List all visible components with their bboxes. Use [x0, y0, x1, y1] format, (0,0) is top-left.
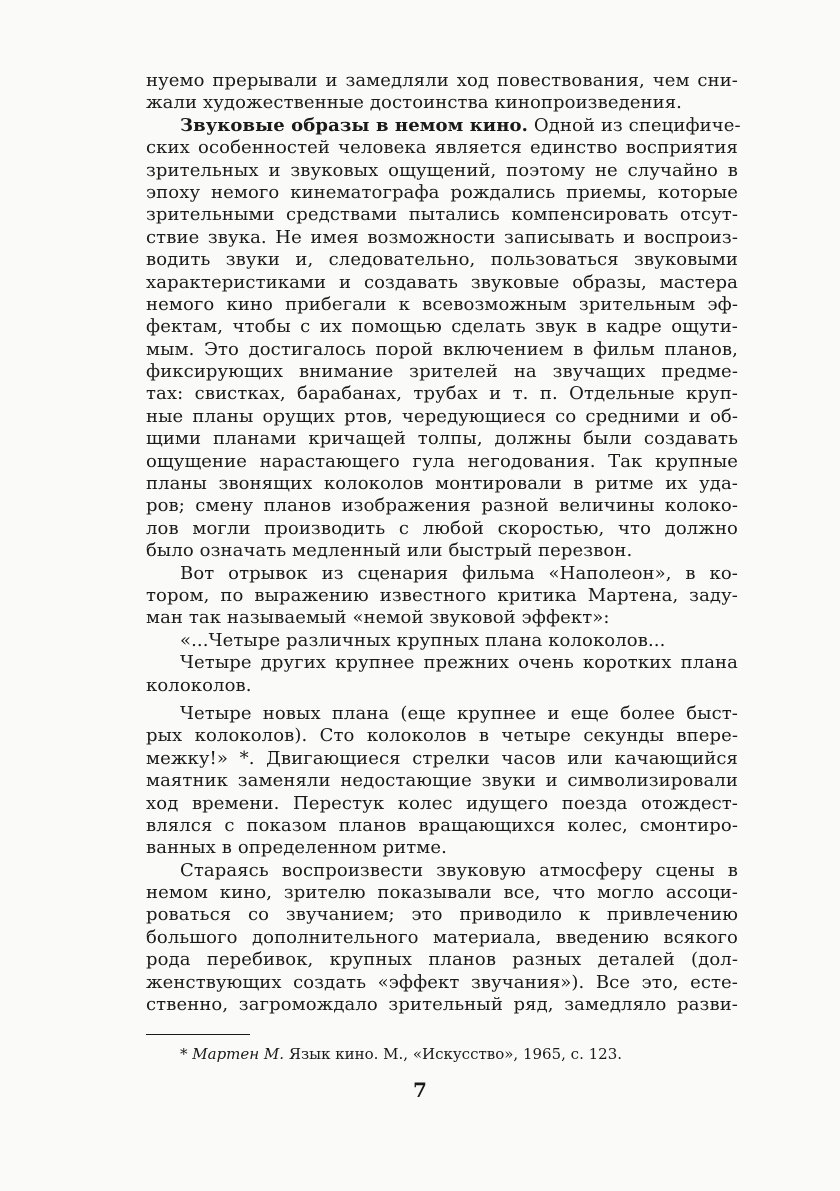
- quote-line: колоколов.: [146, 674, 252, 696]
- quote-line: «...Четыре различных крупных плана колоколов...: [180, 629, 666, 651]
- text-line: тором, по выражению известного критика Мартена, заду-: [146, 584, 738, 606]
- footnote-author: Мартен М.: [192, 1045, 285, 1063]
- text-line: ских особенностей человека является единство восприятия: [146, 137, 738, 159]
- text-line: было означать медленный или быстрый перезвон.: [146, 540, 633, 562]
- text-line: зрительными средствами пытались компенсировать отсут-: [146, 204, 738, 226]
- page-number: 7: [413, 1078, 427, 1102]
- text-line: тах: свистках, барабанах, трубах и т. п. Отдельные круп-: [146, 383, 738, 405]
- text-line: Стараясь воспроизвести звуковую атмосферу сцены в: [180, 859, 738, 881]
- text-line: влялся с показом планов вращающихся колес, смонтиро-: [146, 814, 738, 836]
- text-line: планы звонящих колоколов монтировали в ритме их уда-: [146, 473, 738, 495]
- text-line: зрительных и звуковых ощущений, поэтому не случайно в: [146, 159, 738, 181]
- quote-line: Четыре других крупнее прежних очень коротких плана: [180, 652, 738, 674]
- section-heading-line: [146, 114, 741, 137]
- quote-line: рых колоколов). Сто колоколов в четыре секунды впере-: [146, 725, 738, 747]
- text-line: женствующих создать «эффект звучания»). Все это, есте-: [146, 971, 738, 993]
- text-line: рода перебивок, крупных планов разных деталей (дол-: [146, 949, 738, 971]
- text-line: мым. Это достигалось порой включением в фильм планов,: [146, 338, 738, 360]
- text-line: фектам, чтобы с их помощью сделать звук в кадре ощути-: [146, 316, 738, 338]
- text-line: немого кино прибегали к всевозможным зрительным эф-: [146, 293, 738, 315]
- text-line: межку!» *. Двигающиеся стрелки часов или качающийся: [146, 747, 738, 769]
- text-line: ощущение нарастающего гула негодования. Так крупные: [146, 450, 738, 472]
- footnote-citation: Язык кино. М., «Искусство», 1965, с. 123.: [288, 1045, 623, 1063]
- text-line: маятник заменяли недостающие звуки и символизировали: [146, 770, 738, 792]
- text-line: нуемо прерывали и замедляли ход повествования, чем сни-: [146, 70, 738, 91]
- text-fragment: Одной из специфиче-: [533, 114, 741, 136]
- text-line: ствие звука. Не имея возможности записывать и воспроиз-: [146, 226, 738, 248]
- text-line: ственно, загромождало зрительный ряд, замедляло разви-: [146, 994, 738, 1016]
- text-line: эпоху немого кинематографа рождались приемы, которые: [146, 181, 738, 203]
- text-line: Вот отрывок из сценария фильма «Наполеон», в ко-: [180, 562, 738, 584]
- text-line: роваться со звучанием; это приводило к привлечению: [146, 904, 738, 926]
- text-line: характеристиками и создавать звуковые образы, мастера: [146, 271, 738, 293]
- text-line: ные планы орущих ртов, чередующиеся со средними и об-: [146, 405, 738, 427]
- text-line: большого дополнительного материала, введению всякого: [146, 926, 738, 948]
- text-line: немом кино, зрителю показывали все, что могло ассоци-: [146, 882, 738, 904]
- footnote-marker: *: [180, 1045, 188, 1063]
- footnote: [180, 1044, 622, 1064]
- page-body: [146, 70, 741, 1016]
- text-line: ман так называемый «немой звуковой эффект»:: [146, 607, 610, 629]
- text-line: ванных в определенном ритме.: [146, 837, 447, 859]
- text-line: щими планами кричащей толпы, должны были создавать: [146, 428, 738, 450]
- footnote-divider: [146, 1034, 250, 1035]
- text-line: фиксирующих внимание зрителей на звучащих предме-: [146, 361, 738, 383]
- quote-line: Четыре новых плана (еще крупнее и еще более быст-: [180, 702, 738, 724]
- text-line: жали художественные достоинства кинопроизведения.: [146, 92, 682, 114]
- text-line: водить звуки и, следовательно, пользоваться звуковыми: [146, 249, 738, 271]
- text-line: лов могли производить с любой скоростью, что должно: [146, 517, 738, 539]
- text-line: ход времени. Перестук колес идущего поезда отождест-: [146, 792, 738, 814]
- text-line: ров; смену планов изображения разной величины колоко-: [146, 495, 738, 517]
- section-heading: Звуковые образы в немом кино.: [180, 114, 528, 136]
